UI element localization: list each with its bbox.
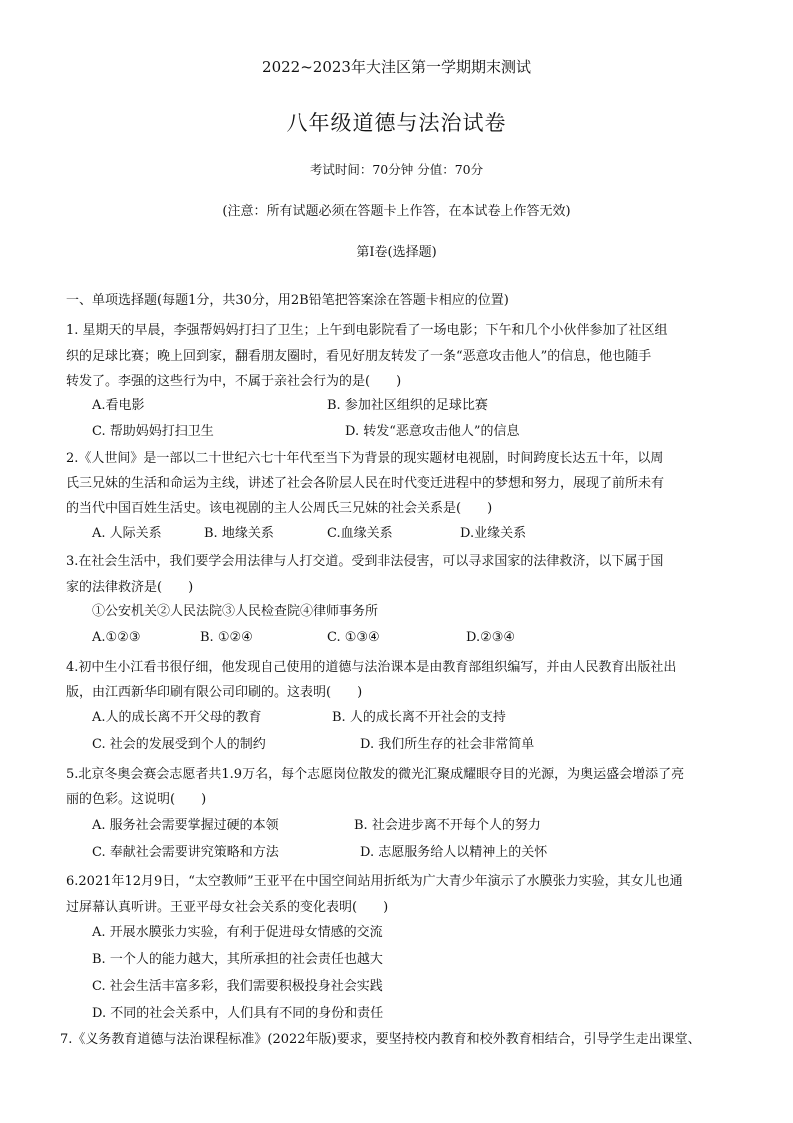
option-c: C. 社会的发展受到个人的制约: [92, 737, 266, 752]
option-a: A.看电影: [92, 398, 145, 413]
option-c: C. 奉献社会需要讲究策略和方法: [92, 845, 279, 860]
question-text: 织的足球比赛；晚上回到家，翻看朋友圈时，看见好朋友转发了一条“恶意攻击他人”的信息，他也随手: [66, 349, 652, 364]
option-c: C. 社会生活丰富多彩，我们需要积极投身社会实践: [92, 979, 383, 994]
exam-info: 考试时间：70分钟 分值：70分: [309, 162, 484, 177]
option-d: D. 转发“恶意攻击他人”的信息: [345, 424, 520, 439]
option-a: A. 开展水膜张力实验，有利于促进母女情感的交流: [92, 925, 383, 940]
option-b: B. 参加社区组织的足球比赛: [327, 398, 488, 413]
paper-title: 八年级道德与法治试卷: [286, 111, 507, 135]
question-text: 氏三兄妹的生活和命运为主线，讲述了社会各阶层人民在时代变迁进程中的梦想和努力，展现了前所未有: [66, 476, 665, 491]
exam-title: 2022~2023年大洼区第一学期期末测试: [262, 58, 531, 76]
option-d: D. 我们所生存的社会非常简单: [360, 737, 535, 752]
question-text: 2.《人世间》是一部以二十世纪六七十年代至当下为背景的现实题材电视剧，时间跨度长达五十年，以周: [66, 451, 664, 466]
volume-title: 第Ⅰ卷(选择题): [356, 245, 437, 260]
question-text: 4.初中生小江看书很仔细，他发现自己使用的道德与法治课本是由教育部组织编写，并由人民教育出版社出: [66, 660, 677, 675]
question-text: 的当代中国百姓生活史。该电视剧的主人公周氏三兄妹的社会关系是( ): [66, 501, 493, 516]
option-d: D.业缘关系: [460, 526, 527, 541]
option-c: C.血缘关系: [327, 526, 393, 541]
question-text: 3.在社会生活中，我们要学会用法律与人打交道。受到非法侵害，可以寻求国家的法律救济，以下属于国: [66, 554, 664, 569]
option-c: C. 帮助妈妈打扫卫生: [92, 424, 214, 439]
option-d: D. 志愿服务给人以精神上的关怀: [360, 845, 548, 860]
question-text: 家的法律救济是( ): [66, 580, 194, 595]
question-text: 版，由江西新华印刷有限公司印刷的。这表明( ): [66, 685, 363, 700]
option-b: B. 人的成长离不开社会的支持: [332, 710, 506, 725]
question-text: 丽的色彩。这说明( ): [66, 792, 207, 807]
option-b: B. 一个人的能力越大，其所承担的社会责任也越大: [92, 952, 383, 967]
option-b: B. ①②④: [200, 630, 253, 645]
option-c: C. ①③④: [327, 630, 380, 645]
section-heading: 一、单项选择题(每题1分，共30分，用2B铅笔把答案涂在答题卡相应的位置): [66, 293, 509, 308]
question-text: 转发了。李强的这些行为中，不属于亲社会行为的是( ): [66, 374, 402, 389]
option-d: D.②③④: [466, 630, 516, 645]
option-a: A. 人际关系: [92, 526, 162, 541]
option-a: A. 服务社会需要掌握过硬的本领: [92, 818, 279, 833]
notice: (注意：所有试题必须在答题卡上作答，在本试卷上作答无效): [222, 204, 571, 219]
question-text: 6.2021年12月9日，“太空教师”王亚平在中国空间站用折纸为广大青少年演示了水膜张力实验，其女儿也通: [66, 874, 683, 889]
option-d: D. 不同的社会关系中，人们具有不同的身份和责任: [92, 1006, 384, 1021]
option-b: B. 社会进步离不开每个人的努力: [354, 818, 541, 833]
question-text: 5.北京冬奥会赛会志愿者共1.9万名，每个志愿岗位散发的微光汇聚成耀眼夺目的光源，为奥运盛会增添了亮: [66, 767, 685, 782]
option-a: A.人的成长离不开父母的教育: [92, 710, 262, 725]
option-b: B. 地缘关系: [204, 526, 274, 541]
question-statements: ①公安机关②人民法院③人民检查院④律师事务所: [92, 604, 379, 619]
question-text: 1. 星期天的早晨，李强帮妈妈打扫了卫生；上午到电影院看了一场电影；下午和几个小伙伴参加了社区组: [66, 323, 668, 338]
question-text: 7.《义务教育道德与法治课程标准》(2022年版)要求，要坚持校内教育和校外教育相结合，引导学生走出课堂、: [60, 1032, 701, 1047]
option-a: A.①②③: [92, 630, 141, 645]
question-text: 过屏幕认真听讲。王亚平母女社会关系的变化表明( ): [66, 900, 389, 915]
